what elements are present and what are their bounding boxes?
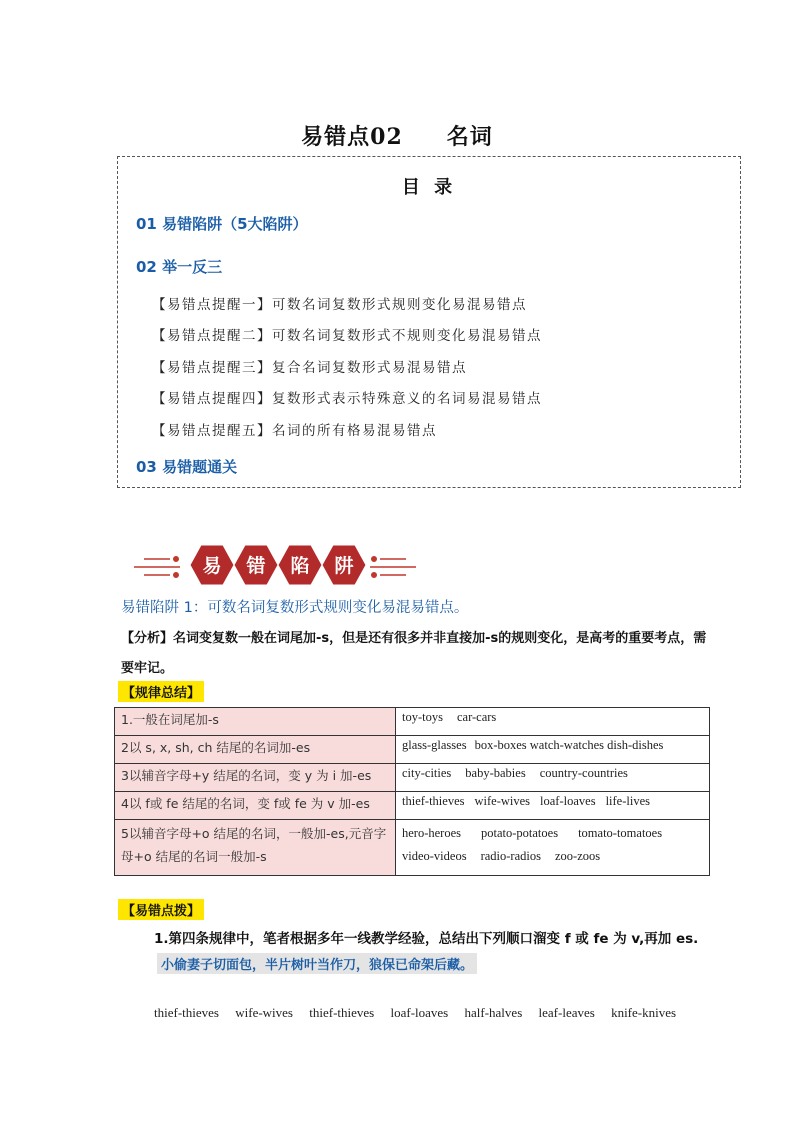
example-word: video-videos (402, 849, 467, 863)
toc-section-3[interactable]: 03 易错题通关 (136, 458, 238, 476)
table-row (115, 792, 710, 820)
example-word: country-countries (539, 766, 628, 780)
example-word: radio-radios (480, 849, 541, 863)
example-word: baby-babies (465, 766, 526, 780)
examples-cell (396, 736, 710, 764)
example-word: city-cities (402, 766, 452, 780)
example-word: half-halves (464, 1005, 523, 1020)
example-word: toy-toys (402, 710, 443, 724)
examples-cell (396, 764, 710, 792)
banner-right-ornament (370, 557, 416, 577)
example-word: tomato-tomatoes (578, 826, 663, 840)
tip-heading: 1.第四条规律中，笔者根据多年一线教学经验，总结出下列顺口溜变 f 或 fe 为 v,再加 es. (154, 931, 699, 947)
trap-1-title: 易错陷阱 1：可数名词复数形式规则变化易混易错点。 (121, 600, 469, 616)
example-word: wife-wives (235, 1005, 293, 1020)
banner-left-ornament (134, 557, 180, 577)
mnemonic-rhyme: 小偷妻子切面包，半片树叶当作刀，狼保已命架后藏。 (157, 953, 477, 974)
toc-item-3[interactable]: 【易错点提醒三】复合名词复数形式易混易错点 (152, 360, 467, 376)
example-word: box-boxes watch-watches dish-dishes (474, 738, 664, 752)
toc-item-1[interactable]: 【易错点提醒一】可数名词复数形式规则变化易混易错点 (152, 297, 527, 313)
rule-cell: 1.一般在词尾加-s (115, 708, 396, 736)
example-word: life-lives (605, 794, 650, 808)
rule-cell: 5以辅音字母+o 结尾的名词，一般加-es,元音字母+o 结尾的名词一般加-s (115, 820, 396, 876)
rules-table (114, 707, 710, 876)
rule-cell: 3以辅音字母+y 结尾的名词，变 y 为 i 加-es (115, 764, 396, 792)
section-banner (130, 540, 420, 590)
example-word: potato-potatoes (481, 826, 559, 840)
example-word: thief-thieves (154, 1005, 219, 1020)
banner-char-4: 阱 (334, 555, 354, 577)
toc-item-4[interactable]: 【易错点提醒四】复数形式表示特殊意义的名词易混易错点 (152, 391, 542, 407)
banner-char-2: 错 (246, 555, 266, 577)
example-word: glass-glasses (402, 738, 467, 752)
toc-section-2[interactable]: 02 举一反三 (136, 258, 223, 276)
example-word: knife-knives (611, 1005, 677, 1020)
example-word: wife-wives (474, 794, 531, 808)
banner-char-3: 陷 (290, 555, 310, 577)
examples-cell (396, 708, 710, 736)
example-word: leaf-leaves (538, 1005, 595, 1020)
table-row (115, 708, 710, 736)
page-title (0, 120, 794, 151)
rule-cell: 4以 f或 fe 结尾的名词，变 f或 fe 为 v 加-es (115, 792, 396, 820)
table-of-contents (117, 156, 741, 488)
tip-examples (154, 1005, 689, 1021)
table-row (115, 764, 710, 792)
table-row (115, 820, 710, 876)
example-word: hero-heroes (402, 826, 461, 840)
title-right: 名词 (446, 124, 493, 150)
trap-1-analysis: 【分析】名词变复数一般在词尾加-s，但是还有很多并非直接加-s的规则变化，是高考的重要考点，需要牢记。 (121, 631, 707, 676)
toc-section-1[interactable]: 01 易错陷阱（5大陷阱） (136, 215, 308, 233)
banner-char-1: 易 (202, 555, 222, 577)
toc-item-2[interactable]: 【易错点提醒二】可数名词复数形式不规则变化易混易错点 (152, 328, 542, 344)
title-left: 易错点02 (301, 124, 403, 150)
rules-summary-tag: 【规律总结】 (118, 681, 204, 702)
toc-heading: 目 录 (401, 177, 457, 198)
example-word: loaf-loaves (540, 794, 596, 808)
tips-tag: 【易错点拨】 (118, 899, 204, 920)
table-row (115, 736, 710, 764)
examples-cell (396, 792, 710, 820)
rule-cell: 2以 s, x, sh, ch 结尾的名词加-es (115, 736, 396, 764)
toc-item-5[interactable]: 【易错点提醒五】名词的所有格易混易错点 (152, 423, 437, 439)
example-word: thief-thieves (402, 794, 465, 808)
example-word: loaf-loaves (390, 1005, 449, 1020)
examples-cell (396, 820, 710, 876)
example-word: car-cars (456, 710, 497, 724)
example-word: zoo-zoos (554, 849, 601, 863)
example-word: thief-thieves (309, 1005, 375, 1020)
